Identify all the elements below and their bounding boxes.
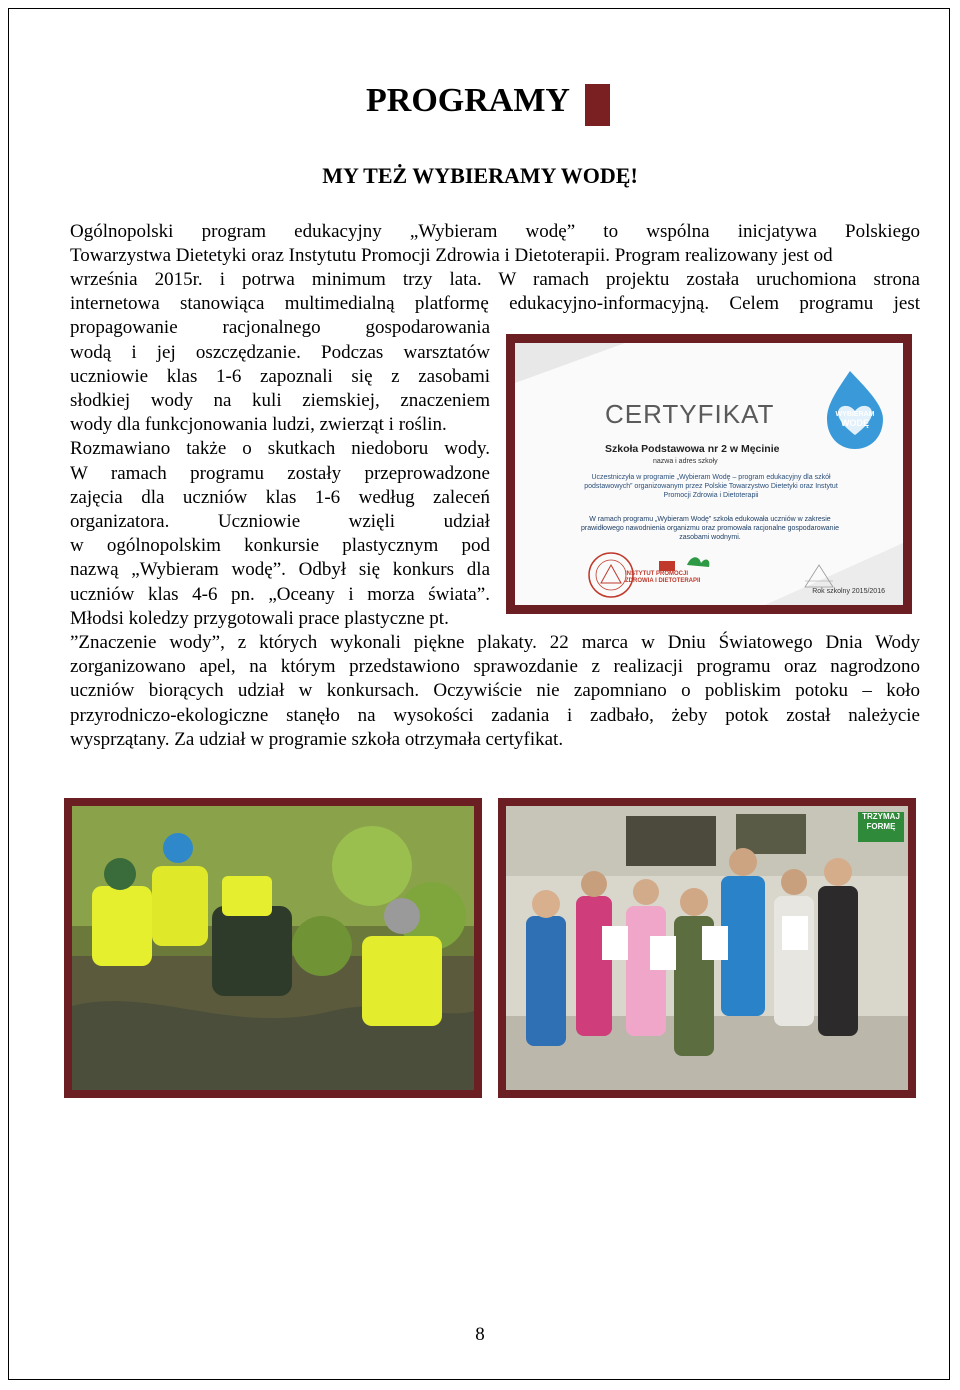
text-line: propagowanie racjonalnego gospodarowania [70,317,490,338]
text-line: organizatora. Uczniowie wzięli udział [70,511,490,532]
text-line: nazwą „Wybieram wodę”. Odbył się konkurs dla [70,559,490,580]
cleanup-photo-illustration [72,806,474,1090]
title-accent-bar [585,84,610,126]
text-line: Towarzystwa Dietetyki oraz Instytutu Promocji Zdrowia i Dietoterapii. Program realizowany jest od [70,245,833,266]
photo-cleanup [64,798,482,1098]
text-line: słodkiej wody na kuli ziemskiej, znaczeniem [70,390,490,411]
text-line: Rozmawiano także o skutkach niedoboru wody. [70,438,490,459]
certificate-year: Rok szkolny 2015/2016 [812,588,885,595]
certificate-paragraph-1: Uczestniczyła w programie „Wybieram Wodę – program edukacyjny dla szkół podstawowych” organizowanym przez Polskie Towarzystwo Dietetyki oraz Instytut Promocji Zdrowia i Dietoterapii [584,474,838,499]
certificate-school: Szkoła Podstawowa nr 2 w Męcinie [605,443,780,455]
text-line: uczniów klas 4-6 pn. „Oceany i morza świata”. [70,584,490,605]
certificate-title: CERTYFIKAT [605,399,775,429]
article-subtitle: MY TEŻ WYBIERAMY WODĘ! [322,163,638,188]
text-line: uczniowie klas 1-6 zapoznali się z zasobami [70,366,490,387]
text-line: uczniów biorących udział w konkursach. Oczywiście nie zapomniano o pobliskim potoku – koło [70,680,920,701]
logo-text: WYBIERAM WODĘ [835,411,875,428]
text-line: W ramach programu zostały przeprowadzone [70,463,490,484]
page-title: PROGRAMY [366,82,570,119]
students-photo-illustration [506,806,908,1090]
text-line: wysprzątany. Za udział w programie szkoła otrzymała certyfikat. [70,729,564,750]
certificate-image [506,334,912,614]
leaf-logo-icon [687,557,709,567]
text-line: ”Znaczenie wody”, z których wykonali piękne plakaty. 22 marca w Dniu Światowego Dnia Wody [70,632,920,653]
text-line: wodą i jej oszczędzanie. Podczas warsztatów [70,342,490,363]
text-line: internetowa stanowiąca multimedialną platformę edukacyjno-informacyjną. Celem programu jest [70,293,920,314]
institute-name: INSTYTUT PROMOCJI ZDROWIA I DIETOTERAPII [625,571,701,584]
text-line: wody dla funkcjonowania ludzi, zwierząt i roślin. [70,414,447,435]
text-line: września 2015r. i potrwa minimum trzy lata. W ramach projektu została uruchomiona strona [70,269,920,290]
text-line: zorganizowano apel, na którym przedstawiono sprawozdanie z realizacji programu oraz nagrodzono [70,656,920,677]
water-drop-logo-icon [827,371,883,449]
text-line: Młodsi koledzy przygotowali prace plastyczne pt. [70,608,449,629]
text-line: przyrodniczo-ekologiczne stanęło na wysokości zadania i zadbało, żeby potok został należycie [70,705,920,726]
institute-logo-icon [659,561,675,571]
certificate-paragraph-2: W ramach programu „Wybieram Wodę” szkoła edukowała uczniów w zakresie prawidłowego nawodnienia organizmu oraz promowała racjonalne gospodarowanie zasobami wodnymi. [581,516,839,541]
text-line: w ogólnopolskim konkursie plastycznym pod [70,535,490,556]
page-number: 8 [475,1324,485,1345]
text-line: zajęcia dla uczniów klas 1-6 według zaleceń [70,487,490,508]
photo-students [498,798,916,1098]
photo-sign: TRZYMAJ FORMĘ [862,812,900,831]
certificate-school-caption: nazwa i adres szkoły [653,458,718,465]
text-line: Ogólnopolski program edukacyjny „Wybieram wodę” to wspólna inicjatywa Polskiego [70,221,920,242]
